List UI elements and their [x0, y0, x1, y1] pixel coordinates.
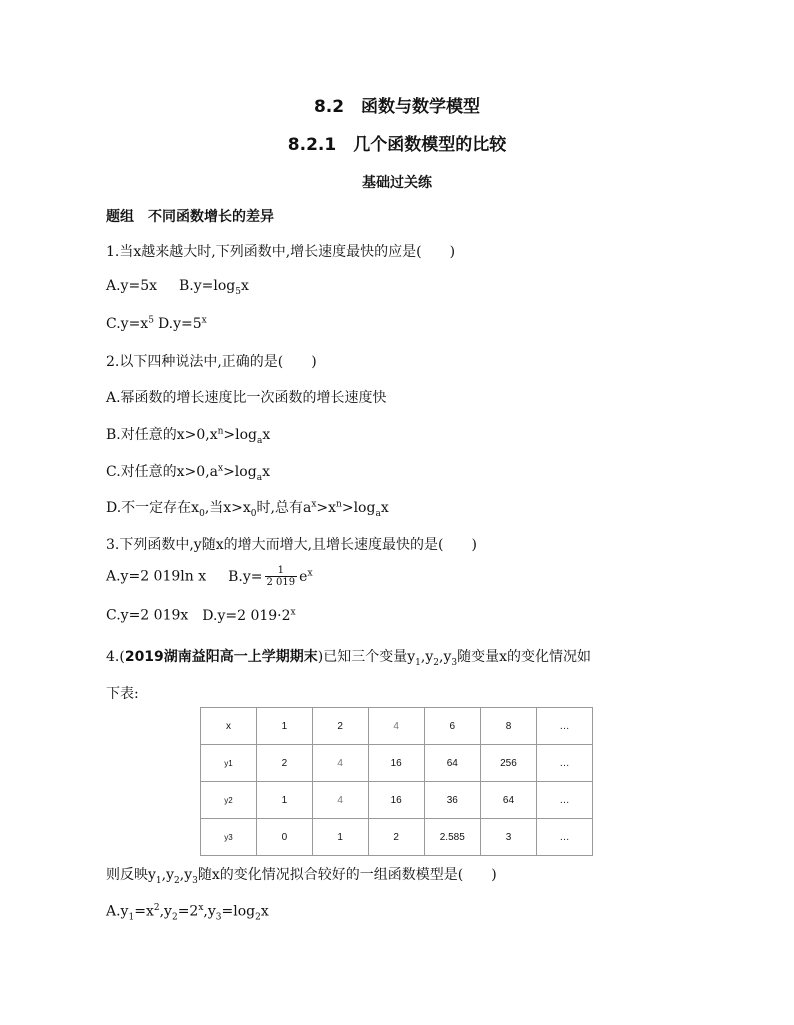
- q1-options-ab: [106, 278, 249, 297]
- level-heading: 基础过关练: [362, 175, 432, 191]
- subsection-title: 8.2.1 几个函数模型的比较: [287, 135, 507, 155]
- table-row: x 1 2 4 6 8 …: [201, 708, 593, 745]
- q4-option-a: $A.y_1=x^2,y_2=2^x,y_3=\log_2x$: [106, 903, 269, 923]
- q3-option-c: C.y=2 019x: [106, 607, 189, 624]
- q3-option-b: B.y= $\frac{1}{2 019}$ $e^x$: [228, 565, 313, 588]
- group-heading: 题组 不同函数增长的差异: [106, 209, 274, 225]
- q4-source: 2019湖南益阳高一上学期期末: [124, 649, 318, 665]
- q2-option-c: C.对任意的$x>0,a^x>\log_ax$: [106, 463, 270, 483]
- q3-options-cd: [106, 607, 296, 624]
- q3-option-a: A.y=2 019ln x: [106, 568, 207, 585]
- section-title: 8.2 函数与数学模型: [313, 97, 481, 117]
- q1-option-d: $D.y=5^x$: [157, 315, 207, 332]
- q3-fraction: $\frac{1}{2 019}$: [266, 565, 296, 588]
- q2-option-d: D.不一定存在$x_0$,当$x>x_0$时,总有$a^x>x^n>\log_ax$: [106, 499, 389, 519]
- q1-stem: 1.当x越来越大时,下列函数中,增长速度最快的应是( ): [106, 244, 456, 260]
- q4-question: 则反映$y_1,y_2,y_3$随x的变化情况拟合较好的一组函数模型是( ): [106, 867, 497, 886]
- q2-option-a: A.幂函数的增长速度比一次函数的增长速度快: [106, 390, 387, 406]
- q1-options-cd: [106, 315, 207, 332]
- q3-options-ab: [106, 565, 313, 588]
- q1-option-a: A.y=5x: [106, 278, 158, 294]
- q3-stem: 3.下列函数中,y随x的增大而增大,且增长速度最快的是( ): [106, 537, 477, 553]
- table-row: y3 0 1 2 2.585 3 …: [201, 819, 593, 856]
- q3-option-d: D.y=2 $019\cdot 2^x$: [202, 607, 296, 624]
- q2-option-b: B.对任意的$x>0,x^n>\log_ax$: [106, 426, 271, 446]
- q1-option-b: $B.y=\log_5x$: [179, 278, 249, 297]
- q4-stem-line2: 下表:: [106, 686, 139, 702]
- table-row: y2 1 4 16 36 64 …: [201, 782, 593, 819]
- table-row: y1 2 4 16 64 256 …: [201, 745, 593, 782]
- q4-data-table: [200, 707, 593, 856]
- q4-stem: 4.(2019湖南益阳高一上学期期末)已知三个变量$y_1,y_2,y_3$随变量x的变化情况如: [106, 649, 591, 668]
- q1-option-c: $C.y=x^5$: [106, 315, 154, 332]
- q2-stem: 2.以下四种说法中,正确的是( ): [106, 354, 317, 370]
